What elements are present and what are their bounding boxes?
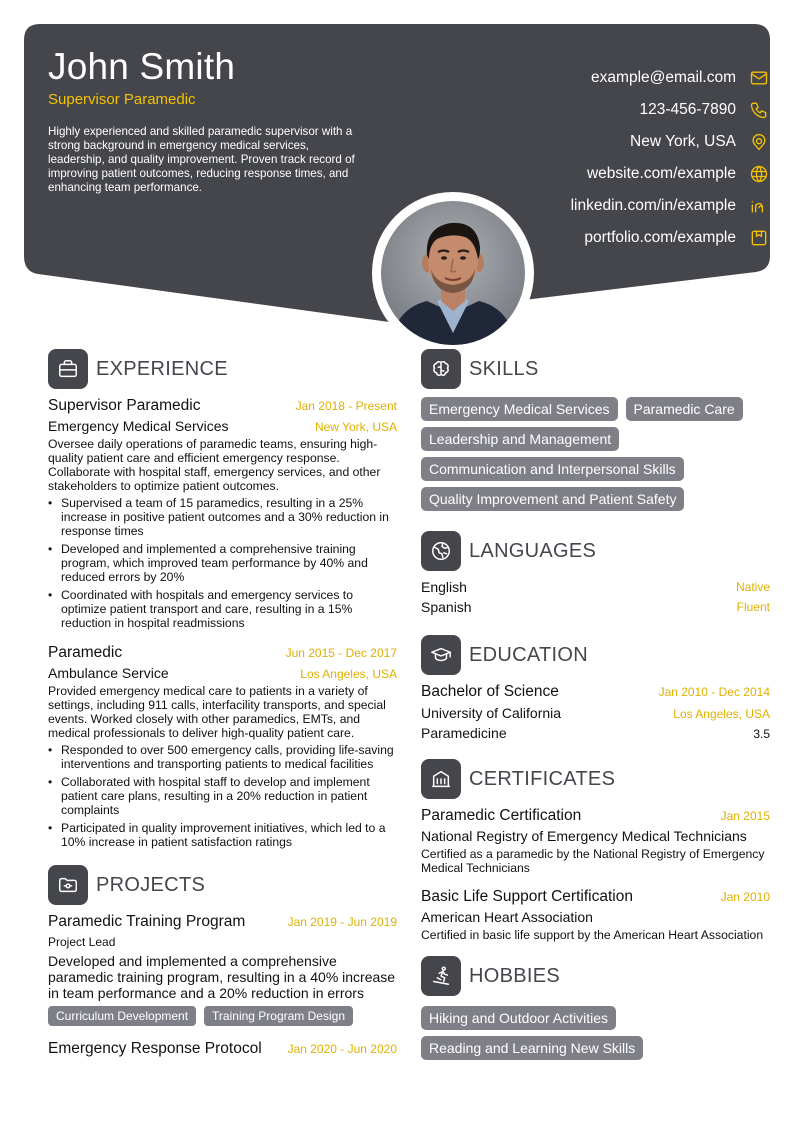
certificate-entry [421,807,770,875]
job-company: Emergency Medical Services [48,418,229,434]
candidate-role: Supervisor Paramedic [48,91,196,108]
education-title: EDUCATION [469,643,588,666]
contact-linkedin-text[interactable]: linkedin.com/in/example [570,197,736,214]
mail-icon [748,67,770,89]
project-tag: Training Program Design [204,1006,353,1026]
education-entry [421,683,770,741]
skill-tag: Paramedic Care [626,397,743,421]
hobby-tag: Hiking and Outdoor Activities [421,1006,616,1030]
languages-list [421,577,770,617]
job-location: Los Angeles, USA [300,667,397,681]
certificate-entry [421,888,770,942]
language-globe-icon [421,531,461,571]
skill-tag: Communication and Interpersonal Skills [421,457,684,481]
certificate-date: Jan 2015 [720,809,770,823]
projects-title: PROJECTS [96,873,206,896]
languages-title: LANGUAGES [469,539,597,562]
project-tags [48,1006,397,1026]
certificates-header [421,759,770,799]
globe-icon [748,163,770,185]
portfolio-icon [748,227,770,249]
list-item: • Developed and implemented a comprehensive training program, which improved team performance by 40% and reduced errors by 20% [48,542,397,584]
project-role: Project Lead [48,935,116,949]
education-header [421,635,770,675]
phone-icon [748,99,770,121]
certificates-title: CERTIFICATES [469,767,616,790]
list-item: • Coordinated with hospitals and emergency services to optimize patient transport and care, resulting in a 15% reduction in hospital readmissions [48,588,397,630]
skills-title: SKILLS [469,357,539,380]
certificate-issuer: National Registry of Emergency Medical Technicians [421,828,747,844]
job-company: Ambulance Service [48,665,169,681]
list-item: • Participated in quality improvement initiatives, which led to a 10% increase in patient satisfaction ratings [48,821,397,849]
field-of-study: Paramedicine [421,725,507,741]
gpa: 3.5 [753,727,770,741]
list-item: • Responded to over 500 emergency calls, providing life-saving interventions and transporting patients to medical facilities [48,743,397,771]
contact-phone-text[interactable]: 123-456-7890 [639,101,736,118]
degree: Bachelor of Science [421,683,559,700]
project-tag: Curriculum Development [48,1006,196,1026]
project-title: Paramedic Training Program [48,913,246,930]
certificate-date: Jan 2010 [720,890,770,904]
briefcase-icon [48,349,88,389]
list-item: • Supervised a team of 15 paramedics, resulting in a 25% increase in positive patient outcomes and a 30% reduction in response times [48,496,397,538]
school: University of California [421,705,562,721]
certificate-name: Paramedic Certification [421,807,582,824]
skills-list [421,397,770,511]
project-entry [48,913,397,1026]
hobbies-header [421,956,770,996]
job-title: Paramedic [48,644,123,661]
skills-header [421,349,770,389]
job-achievements [48,496,397,630]
contact-website[interactable] [450,158,770,190]
experience-entry [48,397,397,630]
contact-location [450,126,770,158]
skier-icon [421,956,461,996]
experience-entry [48,644,397,849]
certificate-name: Basic Life Support Certification [421,888,633,905]
building-icon [421,759,461,799]
left-column [48,349,397,1058]
profile-photo [381,201,525,345]
job-location: New York, USA [314,420,397,434]
contact-phone[interactable] [450,94,770,126]
folder-icon [48,865,88,905]
project-entry [48,1040,397,1058]
hobbies-list [421,1006,770,1060]
project-date: Jan 2020 - Jun 2020 [287,1042,397,1056]
job-achievements [48,743,397,849]
candidate-name: John Smith [48,46,236,87]
right-column [421,349,770,1060]
summary: Highly experienced and skilled paramedic supervisor with a strong background in emergency medical services, leadership, and quality improvement. Proven track record of improving patient outcomes, reducing response times, and enhancing team performance. [48,125,355,194]
contact-location-text: New York, USA [630,133,736,150]
education-date: Jan 2010 - Dec 2014 [658,685,770,699]
language-row [421,577,770,597]
contact-email[interactable] [450,62,770,94]
language-level: Fluent [736,600,770,614]
project-date: Jan 2019 - Jun 2019 [287,915,397,929]
contact-website-text[interactable]: website.com/example [586,165,736,182]
language-row [421,597,770,617]
contact-portfolio-text[interactable]: portfolio.com/example [584,229,736,246]
contact-email-text[interactable]: example@email.com [591,69,736,86]
job-title: Supervisor Paramedic [48,397,201,414]
language-name: English [421,579,467,595]
brain-icon [421,349,461,389]
languages-header [421,531,770,571]
project-description: Developed and implemented a comprehensive paramedic training program, resulting in a 40% increase in team performance and a 20% reduction in errors [48,953,396,1001]
projects-header [48,865,397,905]
experience-header [48,349,397,389]
certificate-description: Certified in basic life support by the American Heart Association [421,928,764,942]
experience-title: EXPERIENCE [96,357,228,380]
school-location: Los Angeles, USA [673,707,770,721]
skill-tag: Emergency Medical Services [421,397,618,421]
certificate-issuer: American Heart Association [421,909,593,925]
job-date: Jan 2018 - Present [295,399,397,413]
graduation-cap-icon [421,635,461,675]
hobbies-title: HOBBIES [469,964,561,987]
language-name: Spanish [421,599,472,615]
linkedin-icon [748,195,770,217]
job-description: Provided emergency medical care to patients in a variety of settings, including 911 calls, interfacility transports, and special events. Worked closely with other paramedics, EMTs, and medical professionals to deliver high-quality patient care. [48,684,386,740]
hobby-tag: Reading and Learning New Skills [421,1036,643,1060]
job-description: Oversee daily operations of paramedic teams, ensuring high-quality patient care and efficient emergency response. Collaborate with hospital staff, emergency services, and other stakeholders to optimize patient outcomes. [48,437,381,493]
location-pin-icon [748,131,770,153]
language-level: Native [735,580,770,594]
project-title: Emergency Response Protocol [48,1040,262,1057]
job-date: Jun 2015 - Dec 2017 [285,646,397,660]
list-item: • Collaborated with hospital staff to develop and implement patient care plans, resulting in a 20% reduction in patient complaints [48,775,397,817]
certificate-description: Certified as a paramedic by the National Registry of Emergency Medical Technicians [421,847,765,875]
skill-tag: Quality Improvement and Patient Safety [421,487,684,511]
skill-tag: Leadership and Management [421,427,619,451]
